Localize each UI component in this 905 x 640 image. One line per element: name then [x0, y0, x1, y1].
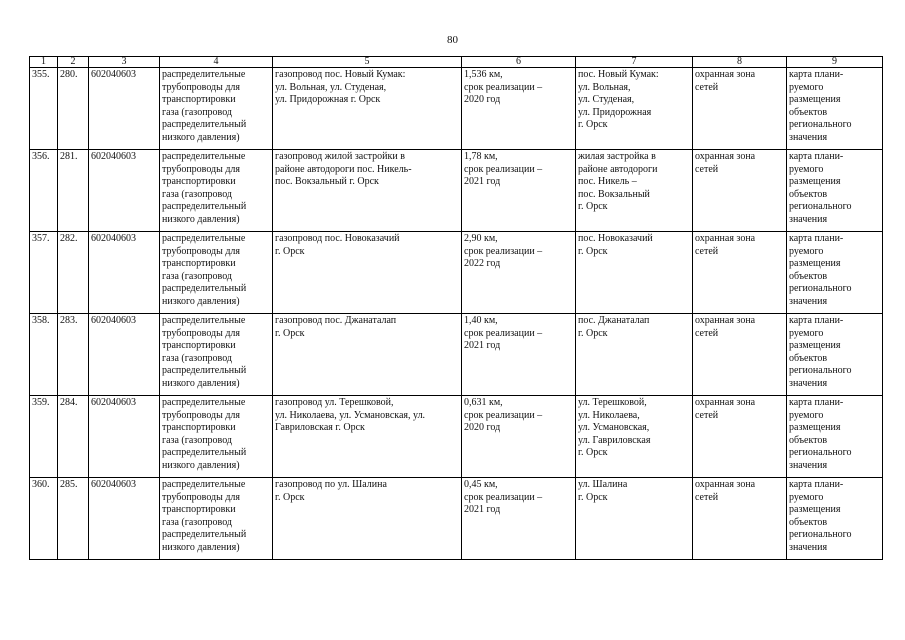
row-number: 360. — [30, 478, 58, 560]
table-row — [30, 314, 883, 396]
object-name: газопровод по ул. Шалина г. Орск — [273, 478, 462, 560]
object-type: распределительные трубопроводы для транспортировки газа (газопровод распределительный низкого давления) — [160, 232, 273, 314]
column-header-8: 8 — [693, 57, 787, 68]
object-params: 1,40 км, срок реализации – 2021 год — [462, 314, 576, 396]
object-location: жилая застройка в районе автодороги пос. Никель – пос. Вокзальный г. Орск — [576, 150, 693, 232]
object-params: 2,90 км, срок реализации – 2022 год — [462, 232, 576, 314]
column-header-1: 1 — [30, 57, 58, 68]
object-map: карта плани- руемого размещения объектов регионального значения — [787, 314, 883, 396]
object-params: 1,78 км, срок реализации – 2021 год — [462, 150, 576, 232]
object-type: распределительные трубопроводы для транспортировки газа (газопровод распределительный низкого давления) — [160, 150, 273, 232]
object-location: ул. Шалина г. Орск — [576, 478, 693, 560]
object-code: 602040603 — [89, 150, 160, 232]
object-type: распределительные трубопроводы для транспортировки газа (газопровод распределительный низкого давления) — [160, 396, 273, 478]
object-zone: охранная зона сетей — [693, 478, 787, 560]
row-sub-number: 283. — [58, 314, 89, 396]
table-row — [30, 150, 883, 232]
row-sub-number: 284. — [58, 396, 89, 478]
column-header-9: 9 — [787, 57, 883, 68]
table-row — [30, 232, 883, 314]
row-sub-number: 281. — [58, 150, 89, 232]
row-sub-number: 285. — [58, 478, 89, 560]
column-header-2: 2 — [58, 57, 89, 68]
object-map: карта плани- руемого размещения объектов регионального значения — [787, 478, 883, 560]
object-code: 602040603 — [89, 478, 160, 560]
object-params: 1,536 км, срок реализации – 2020 год — [462, 68, 576, 150]
row-number: 357. — [30, 232, 58, 314]
object-name: газопровод пос. Новоказачий г. Орск — [273, 232, 462, 314]
object-type: распределительные трубопроводы для транспортировки газа (газопровод распределительный низкого давления) — [160, 314, 273, 396]
object-map: карта плани- руемого размещения объектов регионального значения — [787, 232, 883, 314]
column-header-3: 3 — [89, 57, 160, 68]
table-row — [30, 68, 883, 150]
object-type: распределительные трубопроводы для транспортировки газа (газопровод распределительный низкого давления) — [160, 68, 273, 150]
row-number: 355. — [30, 68, 58, 150]
column-header-5: 5 — [273, 57, 462, 68]
object-zone: охранная зона сетей — [693, 150, 787, 232]
object-params: 0,631 км, срок реализации – 2020 год — [462, 396, 576, 478]
object-zone: охранная зона сетей — [693, 68, 787, 150]
object-params: 0,45 км, срок реализации – 2021 год — [462, 478, 576, 560]
object-map: карта плани- руемого размещения объектов регионального значения — [787, 396, 883, 478]
row-number: 358. — [30, 314, 58, 396]
object-zone: охранная зона сетей — [693, 396, 787, 478]
object-location: ул. Терешковой, ул. Николаева, ул. Усмановская, ул. Гавриловская г. Орск — [576, 396, 693, 478]
row-number: 356. — [30, 150, 58, 232]
object-type: распределительные трубопроводы для транспортировки газа (газопровод распределительный низкого давления) — [160, 478, 273, 560]
row-number: 359. — [30, 396, 58, 478]
object-code: 602040603 — [89, 314, 160, 396]
object-map: карта плани- руемого размещения объектов регионального значения — [787, 68, 883, 150]
object-name: газопровод пос. Джанаталап г. Орск — [273, 314, 462, 396]
registry-table — [29, 56, 883, 560]
object-code: 602040603 — [89, 232, 160, 314]
object-map: карта плани- руемого размещения объектов регионального значения — [787, 150, 883, 232]
row-sub-number: 280. — [58, 68, 89, 150]
row-sub-number: 282. — [58, 232, 89, 314]
object-code: 602040603 — [89, 68, 160, 150]
object-location: пос. Джанаталап г. Орск — [576, 314, 693, 396]
column-header-4: 4 — [160, 57, 273, 68]
object-name: газопровод ул. Терешковой, ул. Николаева, ул. Усмановская, ул. Гавриловская г. Орск — [273, 396, 462, 478]
table-row — [30, 478, 883, 560]
object-name: газопровод пос. Новый Кумак: ул. Вольная, ул. Студеная, ул. Придорожная г. Орск — [273, 68, 462, 150]
page-number: 80 — [447, 34, 458, 46]
table-header-row — [30, 57, 883, 68]
object-zone: охранная зона сетей — [693, 232, 787, 314]
object-location: пос. Новоказачий г. Орск — [576, 232, 693, 314]
column-header-6: 6 — [462, 57, 576, 68]
object-name: газопровод жилой застройки в районе автодороги пос. Никель- пос. Вокзальный г. Орск — [273, 150, 462, 232]
table-row — [30, 396, 883, 478]
object-location: пос. Новый Кумак: ул. Вольная, ул. Студеная, ул. Придорожная г. Орск — [576, 68, 693, 150]
column-header-7: 7 — [576, 57, 693, 68]
object-code: 602040603 — [89, 396, 160, 478]
object-zone: охранная зона сетей — [693, 314, 787, 396]
